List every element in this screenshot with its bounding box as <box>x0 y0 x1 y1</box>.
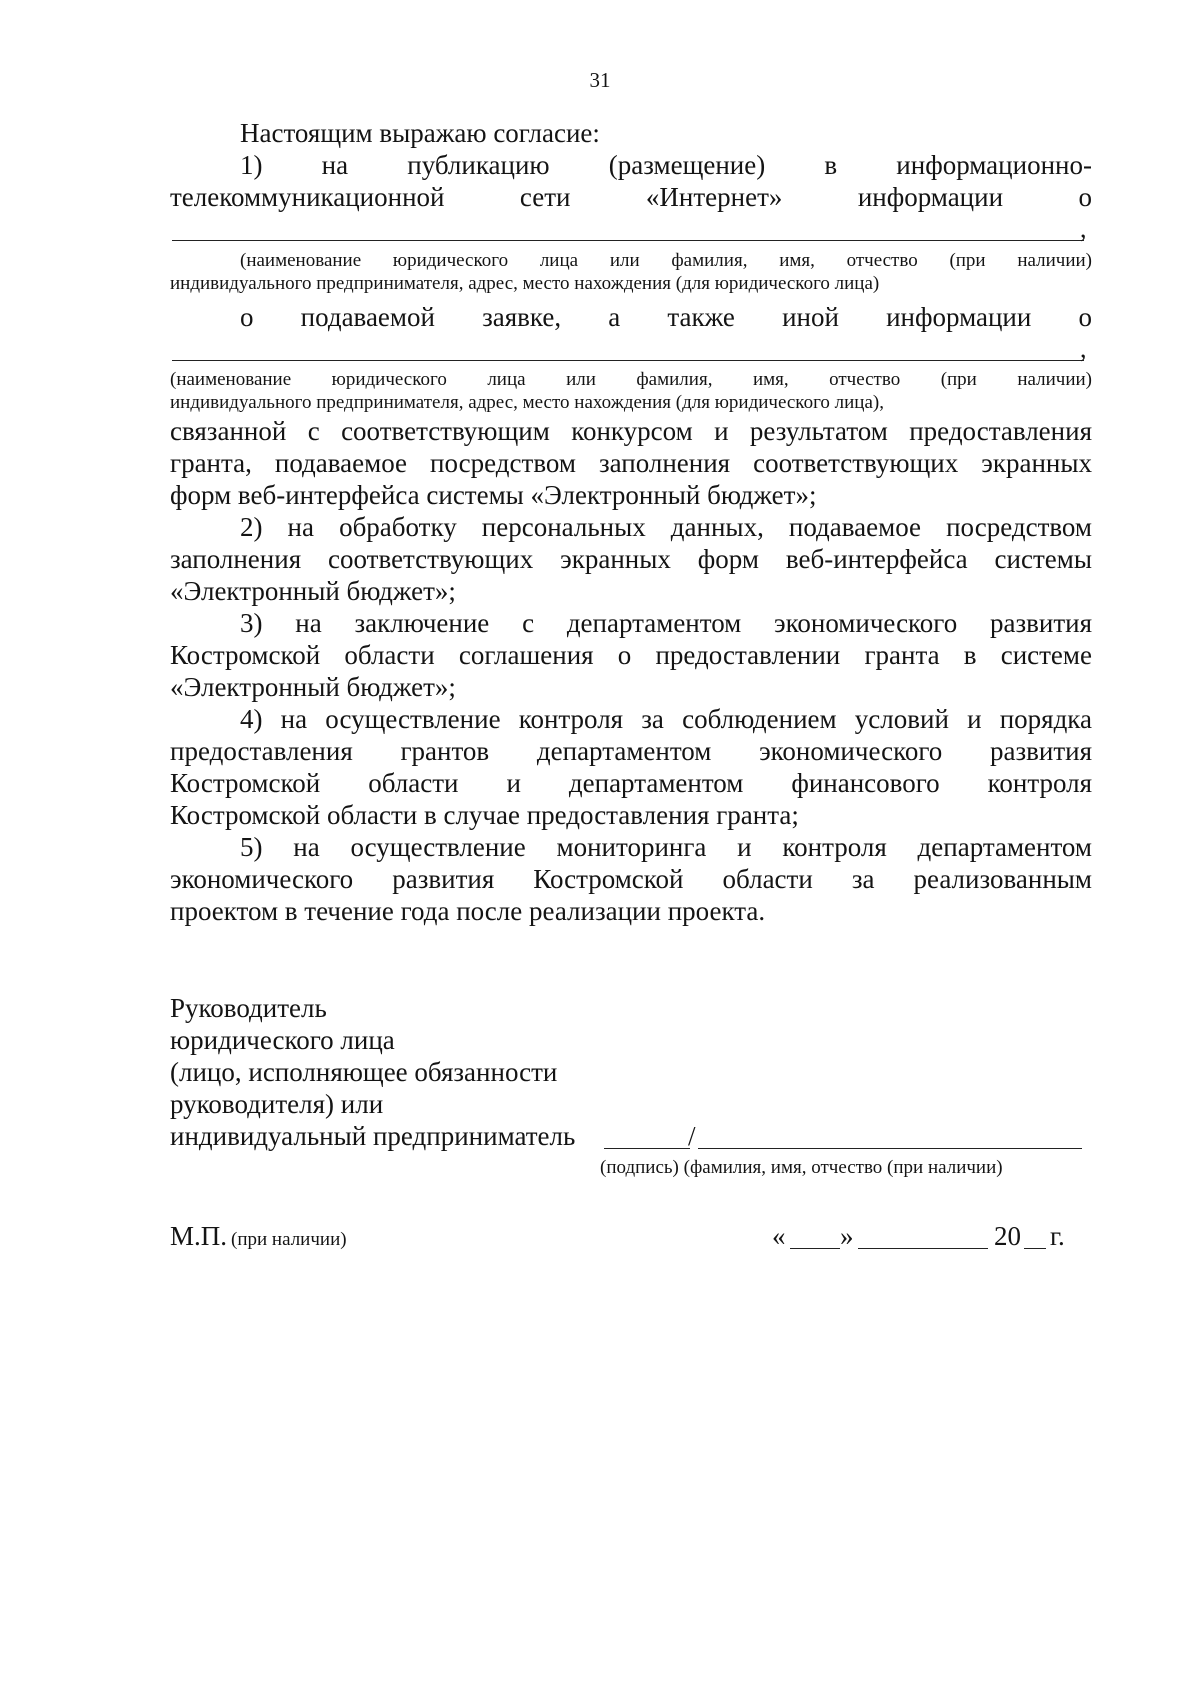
signer-title-line: Руководитель <box>170 993 327 1023</box>
item1-line3 <box>240 301 1092 333</box>
word: 1) <box>240 150 263 180</box>
caption1-line1 <box>240 249 1092 272</box>
caption-word: лица <box>539 250 579 271</box>
date-day-line <box>790 1248 840 1249</box>
word: (размещение) <box>608 150 766 180</box>
caption-word: отчество <box>846 250 918 271</box>
word: подаваемой <box>300 302 435 332</box>
item1-text-line: гранта, подаваемое посредством заполнения соответствующих экранных <box>170 448 1092 478</box>
word: телекоммуникационной <box>170 182 445 212</box>
date-open-quote: « <box>772 1221 786 1251</box>
word: информационно- <box>896 150 1092 180</box>
caption2-line2: индивидуального предпринимателя, адрес, место нахождения (для юридического лица), <box>170 392 884 413</box>
word: информации <box>857 182 1004 212</box>
signature-line <box>604 1148 690 1149</box>
item1-line1 <box>240 149 1092 181</box>
item5-first: 5) на осуществление мониторинга и контроля департаментом <box>240 832 1092 862</box>
item1-text-line: связанной с соответствующим конкурсом и результатом предоставления <box>170 416 1092 446</box>
date-close-quote: » <box>840 1221 854 1251</box>
signer-title-line: юридического лица <box>170 1025 395 1055</box>
intro-line: Настоящим выражаю согласие: <box>240 118 600 148</box>
signature-slash: / <box>688 1121 696 1151</box>
caption-word: (при <box>949 250 986 271</box>
word: «Интернет» <box>645 182 783 212</box>
caption-word: фамилия, <box>671 250 748 271</box>
caption-word: (наименование <box>240 250 362 271</box>
item3-line: Костромской области соглашения о предоставлении гранта в системе <box>170 640 1092 670</box>
fill-in-line-1 <box>172 240 1084 241</box>
word: о <box>1078 182 1092 212</box>
caption-word: или <box>566 369 596 390</box>
stamp-label: М.П. <box>170 1221 228 1251</box>
caption-word: (наименование <box>170 369 292 390</box>
page-number: 31 <box>589 68 611 92</box>
item4-first: 4) на осуществление контроля за соблюдением условий и порядка <box>240 704 1092 734</box>
caption-word: наличии) <box>1017 250 1092 271</box>
date-year-line <box>1024 1248 1046 1249</box>
fill-in-comma: , <box>1080 334 1087 363</box>
caption-word: имя, <box>779 250 815 271</box>
item4-line: предоставления грантов департаментом экономического развития <box>170 736 1092 766</box>
word: на <box>321 150 349 180</box>
signer-title-line: руководителя) или <box>170 1089 384 1119</box>
word: а <box>608 302 621 332</box>
word: сети <box>519 182 571 212</box>
signer-title-line: индивидуальный предприниматель <box>170 1121 576 1151</box>
item5-line: экономического развития Костромской области за реализованным <box>170 864 1092 894</box>
caption-word: фамилия, <box>636 369 713 390</box>
item1-line2 <box>170 181 1092 213</box>
word: заявке, <box>482 302 562 332</box>
item3-first: 3) на заключение с департаментом экономического развития <box>240 608 1092 638</box>
word: о <box>1078 302 1092 332</box>
word: о <box>240 302 254 332</box>
signature-caption: (подпись) (фамилия, имя, отчество (при наличии) <box>600 1157 1003 1178</box>
stamp-note: (при наличии) <box>231 1229 347 1250</box>
signer-title-line: (лицо, исполняющее обязанности <box>170 1057 558 1087</box>
caption-word: наличии) <box>1017 369 1092 390</box>
item1-text-last: форм веб-интерфейса системы «Электронный бюджет»; <box>170 480 817 510</box>
caption-word: (при <box>940 369 977 390</box>
full-name-line <box>698 1148 1082 1149</box>
date-month-line <box>858 1248 988 1249</box>
fill-in-line-2 <box>172 360 1084 361</box>
word: информации <box>886 302 1032 332</box>
word: иной <box>782 302 839 332</box>
date-year-prefix: 20 <box>994 1221 1021 1251</box>
word: также <box>667 302 735 332</box>
caption-word: имя, <box>752 369 789 390</box>
caption-word: отчество <box>829 369 901 390</box>
item2-line: заполнения соответствующих экранных форм веб-интерфейса системы <box>170 544 1092 574</box>
caption2-line1 <box>170 368 1092 391</box>
caption-word: юридического <box>331 369 447 390</box>
caption-word: или <box>609 250 640 271</box>
caption1-line2: индивидуального предпринимателя, адрес, место нахождения (для юридического лица) <box>170 273 880 294</box>
item2-first: 2) на обработку персональных данных, подаваемое посредством <box>240 512 1092 542</box>
item5-last: проектом в течение года после реализации проекта. <box>170 896 766 926</box>
word: в <box>824 150 838 180</box>
word: публикацию <box>407 150 550 180</box>
date-year-suffix: г. <box>1050 1221 1065 1251</box>
item3-last: «Электронный бюджет»; <box>170 672 456 702</box>
item4-last: Костромской области в случае предоставления гранта; <box>170 800 799 830</box>
stamp-placeholder <box>170 1220 347 1252</box>
item4-line: Костромской области и департаментом финансового контроля <box>170 768 1092 798</box>
item2-last: «Электронный бюджет»; <box>170 576 456 606</box>
fill-in-comma: , <box>1080 214 1087 243</box>
caption-word: юридического <box>392 250 509 271</box>
caption-word: лица <box>487 369 526 390</box>
